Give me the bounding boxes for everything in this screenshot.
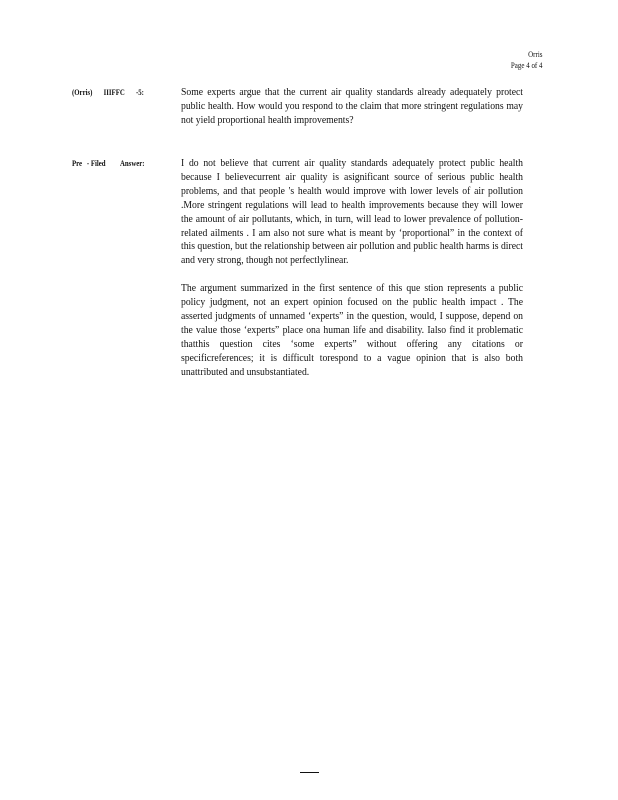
header-page-number: Page 4 of 4 [510,60,542,70]
answer-label-filed: - Filed [86,158,106,168]
question-number: -5: [135,87,144,97]
question-witness: (Orris) [72,87,93,97]
footer-rule [300,772,319,773]
answer-label-answer: Answer: [119,158,145,168]
header-name: Orris [527,49,542,59]
question-text: Some experts argue that the current air quality standards already adequately protect public health. How would you respond to the claim that more stringent regulations may not yield proportional health improvements? [181,87,523,126]
answer-label [72,157,156,171]
answer-label-pre: Pre [72,158,83,168]
answer-paragraph-1: I do not believe that current air quality standards adequately protect public health because I believecurrent air quality is asignificant source of serious public health problems, and that people 's health would improve with lower levels of air pollution .More stringent regulations will lead to health improvements because they will lower the amount of air pollutants, which, in turn, will lead to lower prevalence of pollution- related ailments . I am also not sure what is meant by ‘proportional” in the context of this question, but the relationship between air pollution and public health harms is direct and very strong, though not perfectlylinear. [181,158,523,267]
question-label [72,86,156,100]
page-header [510,49,542,71]
answer-text [181,157,523,380]
answer-paragraph-2: The argument summarized in the first sentence of this que stion represents a public policy judgment, not an expert opinion focused on the public health impact . The asserted judgments of unnamed ‘experts” in the question, would, I suppose, depend on the value those ‘experts” place ona human life and disability. Ialso find it problematic thatthis question cites ‘some experts” without offering any citations or specificreferences; it is difficult torespond to a vague opinion that is also both unattributed and unsubstantiated. [181,283,523,378]
question-party: IIIFFC [103,87,125,97]
